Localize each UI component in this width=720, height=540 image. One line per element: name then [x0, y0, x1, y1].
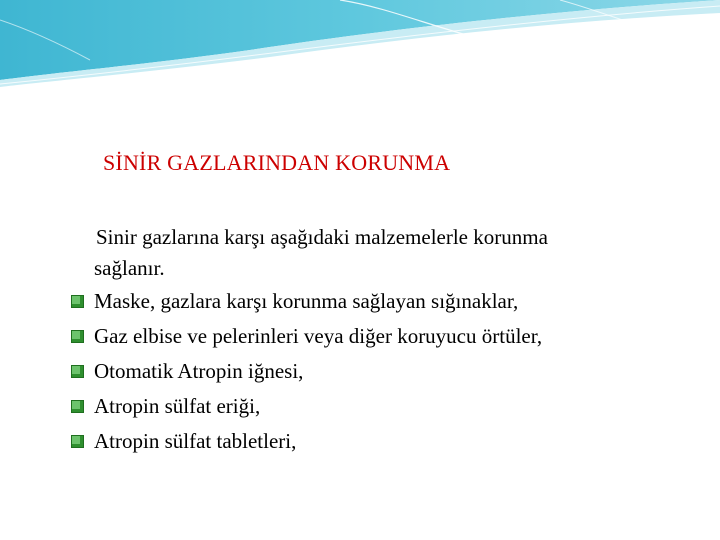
intro-line-2: sağlanır.: [94, 256, 165, 280]
slide-body: [70, 222, 710, 459]
list-item: [70, 424, 710, 459]
checkbox-square-icon: [71, 365, 84, 378]
checkbox-square-icon: [71, 330, 84, 343]
list-item-text: Atropin sülfat tabletleri,: [94, 429, 297, 453]
bullet-list: [70, 284, 710, 459]
list-item-text: Otomatik Atropin iğnesi,: [94, 359, 304, 383]
checkbox-square-icon: [71, 295, 84, 308]
checkbox-square-icon: [71, 400, 84, 413]
list-item-text: Maske, gazlara karşı korunma sağlayan sığınaklar,: [94, 289, 519, 313]
slide-title: SİNİR GAZLARINDAN KORUNMA: [103, 150, 451, 175]
checkbox-square-icon: [71, 435, 84, 448]
list-item: [70, 389, 710, 424]
list-item: [70, 319, 710, 354]
list-item-text: Gaz elbise ve pelerinleri veya diğer koruyucu örtüler,: [94, 324, 543, 348]
list-item: [70, 284, 710, 319]
list-item-text: Atropin sülfat eriği,: [94, 394, 261, 418]
intro-line-1: Sinir gazlarına karşı aşağıdaki malzemelerle korunma: [96, 225, 548, 249]
intro-paragraph: [70, 222, 710, 284]
header-wave-decoration: [0, 0, 720, 90]
list-item: [70, 354, 710, 389]
